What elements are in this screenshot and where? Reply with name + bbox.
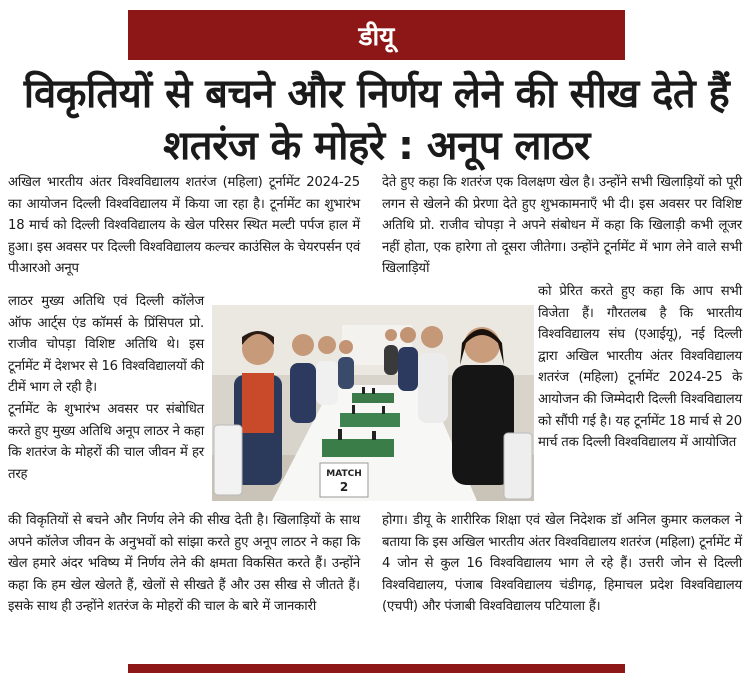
article-right-mid <box>538 281 742 454</box>
section-band <box>128 10 625 60</box>
paragraph: होगा। डीयू के शारीरिक शिक्षा एवं खेल निदेशक डॉ अनिल कुमार कलकल ने बताया कि इस अखिल भारतीय अंतर विश्वविद्यालय शतरंज (महिला) टूर्नामेंट में 4 जोन से कुल 16 विश्वविद्यालय भाग ले रहे हैं। उत्तरी जोन से दिल्ली विश्वविद्यालय, पंजाब विश्वविद्यालय चंडीगढ़, हिमाचल प्रदेश विश्वविद्यालय (एचपी) और पंजाबी विश्वविद्यालय पटियाला हैं। <box>382 513 742 615</box>
headline-line-1: विकृतियों से बचने और निर्णय लेने की सीख देते हैं <box>23 71 730 117</box>
bottom-band <box>128 664 625 673</box>
article-right-bottom <box>382 510 742 618</box>
article-left-top <box>8 172 360 280</box>
paragraph: टूर्नामेंट के शुभारंभ अवसर पर संबोधित करते हुए मुख्य अतिथि अनूप लाठर ने कहा कि शतरंज के मोहरों की चाल जीवन में हर तरह <box>8 401 204 482</box>
article-left-mid <box>8 291 204 485</box>
match-sign-number: 2 <box>339 480 349 494</box>
headline-line-2: शतरंज के मोहरे : अनूप लाठर <box>163 123 590 169</box>
chess-tournament-photo <box>212 305 534 501</box>
section-label: डीयू <box>358 22 395 52</box>
article-right-top <box>382 172 742 280</box>
article-left-bottom <box>8 510 360 618</box>
paragraph: लाठर मुख्य अतिथि एवं दिल्ली कॉलेज ऑफ आर्ट्स एंड कॉमर्स के प्रिंसिपल प्रो. राजीव चोपड़ा विशिष्ट अतिथि थे। इस टूर्नामेंट में देशभर से 16 विश्वविद्यालयों की टीमें भाग ले रही है। <box>8 294 204 396</box>
paragraph: अखिल भारतीय अंतर विश्वविद्यालय शतरंज (महिला) टूर्नामेंट 2024-25 का आयोजन दिल्ली विश्वविद्यालय में किया जा रहा है। टूर्नामेंट का शुभारंभ 18 मार्च को दिल्ली विश्वविद्यालय के खेल परिसर स्थित मल्टी पर्पज हाल में हुआ। इस अवसर पर दिल्ली विश्वविद्यालय कल्चर काउंसिल के चेयरपर्सन एवं पीआरओ अनूप <box>8 175 360 277</box>
photo-illustration <box>212 305 534 501</box>
match-sign-label: MATCH <box>326 469 362 479</box>
paragraph: की विकृतियों से बचने और निर्णय लेने की सीख देती है। खिलाड़ियों के साथ अपने कॉलेज जीवन के अनुभवों को सांझा करते हुए अनूप लाठर ने कहा कि खेल हमारे अंदर भविष्य में निर्णय लेने की क्षमता विकसित करते हैं। उन्होंने कहा कि हम खेल खेलते हैं, खेलों से सीखते हैं और उस सीख से जीतते हैं। इसके साथ ही उन्होंने शतरंज के मोहरों की चाल के बारे में जानकारी <box>8 513 360 615</box>
paragraph: को प्रेरित करते हुए कहा कि आप सभी विजेता हैं। गौरतलब है कि भारतीय विश्वविद्यालय संघ (एआईयू), नई दिल्ली द्वारा अखिल भारतीय अंतर विश्वविद्यालय शतरंज (महिला) टूर्नामेंट 2024-25 के आयोजन की जिम्मेदारी दिल्ली विश्वविद्यालय को सौंपी गई है। यह टूर्नामेंट 18 मार्च से 20 मार्च तक दिल्ली विश्वविद्यालय में आयोजित <box>538 284 742 451</box>
paragraph: देते हुए कहा कि शतरंज एक विलक्षण खेल है। उन्होंने सभी खिलाड़ियों को पूरी लगन से खेलने की प्रेरणा देते हुए शुभकामनाएँ भी दी। इस अवसर पर विशिष्ट अतिथि प्रो. राजीव चोपड़ा ने अपने संबोधन में कहा कि खिलाड़ी कभी लूजर नहीं होता, एक हारेगा तो दूसरा जीतेगा। उन्होंने टूर्नामेंट में भाग लेने वाले सभी खिलाड़ियों <box>382 175 742 277</box>
